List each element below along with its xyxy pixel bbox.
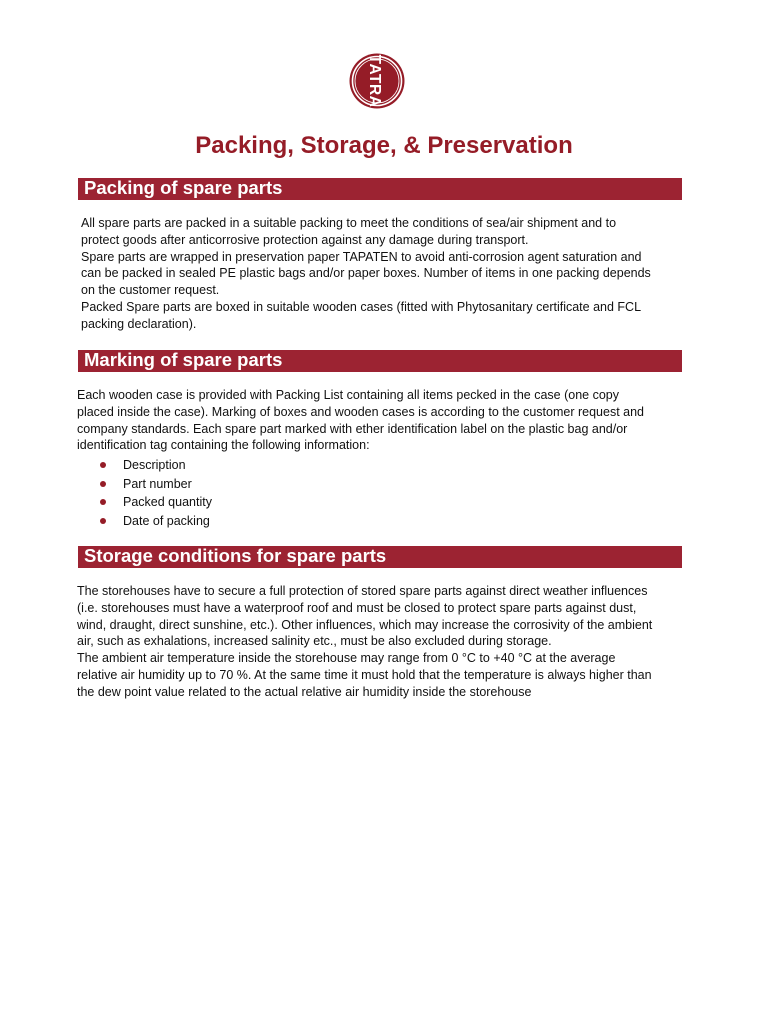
list-item <box>100 512 212 531</box>
tatra-logo <box>348 52 406 110</box>
text-line: wind, draught, direct sunshine, etc.). Other influences, which may increase the corrosivity of the ambient <box>77 617 653 632</box>
bullet-icon <box>100 499 106 505</box>
section-header-packing <box>76 178 682 200</box>
list-item <box>100 475 212 494</box>
section-body-packing <box>81 215 651 333</box>
text-line: All spare parts are packed in a suitable packing to meet the conditions of sea/air shipment and to <box>81 216 617 230</box>
text-line: protect goods after anticorrosive protection against any damage during transport. <box>81 232 529 247</box>
list-item <box>100 493 212 512</box>
text-line: the dew point value related to the actual relative air humidity inside the storehouse <box>77 684 532 699</box>
text-line: air, such as exhalations, increased salinity etc., must be also excluded during storage. <box>77 634 552 649</box>
list-item-label: Packed quantity <box>123 495 212 510</box>
list-item-label: Date of packing <box>123 514 210 529</box>
list-item-label: Description <box>123 458 186 472</box>
text-line: identification tag containing the following information: <box>77 438 370 453</box>
section-header-storage <box>76 546 682 568</box>
text-line: The storehouses have to secure a full protection of stored spare parts against direct weather influences <box>77 584 648 598</box>
text-line: on the customer request. <box>81 283 220 298</box>
text-line: (i.e. storehouses must have a waterproof roof and must be closed to protect spare parts against dust, <box>77 600 637 615</box>
text-line: packing declaration). <box>81 316 197 331</box>
bullet-icon <box>100 518 106 524</box>
bullet-icon <box>100 462 106 468</box>
logo-text: TATRA <box>366 54 383 108</box>
section-heading: Storage conditions for spare parts <box>84 545 387 566</box>
list-item <box>100 456 212 475</box>
text-line: Packed Spare parts are boxed in suitable wooden cases (fitted with Phytosanitary certificate and FCL <box>81 299 642 314</box>
section-body-storage <box>77 583 652 701</box>
section-heading: Packing of spare parts <box>84 177 283 198</box>
section-heading: Marking of spare parts <box>84 349 283 370</box>
text-line: The ambient air temperature inside the storehouse may range from 0 °C to +40 °C at the average <box>77 651 616 666</box>
section-body-marking <box>77 387 644 454</box>
text-line: placed inside the case). Marking of boxes and wooden cases is according to the customer request and <box>77 404 644 419</box>
text-line: Each wooden case is provided with Packing List containing all items pecked in the case (one copy <box>77 388 619 402</box>
page-title: Packing, Storage, & Preservation <box>195 132 573 159</box>
bullet-icon <box>100 481 106 487</box>
text-line: Spare parts are wrapped in preservation paper TAPATEN to avoid anti-corrosion agent saturation and <box>81 249 642 264</box>
text-line: can be packed in sealed PE plastic bags and/or paper boxes. Number of items in one packing depends <box>81 266 651 281</box>
text-line: relative air humidity up to 70 %. At the same time it must hold that the temperature is always higher than <box>77 667 652 682</box>
list-item-label: Part number <box>123 476 192 491</box>
section-header-marking <box>76 350 682 372</box>
info-bullet-list <box>100 456 212 531</box>
text-line: company standards. Each spare part marked with ether identification label on the plastic bag and/or <box>77 421 628 436</box>
